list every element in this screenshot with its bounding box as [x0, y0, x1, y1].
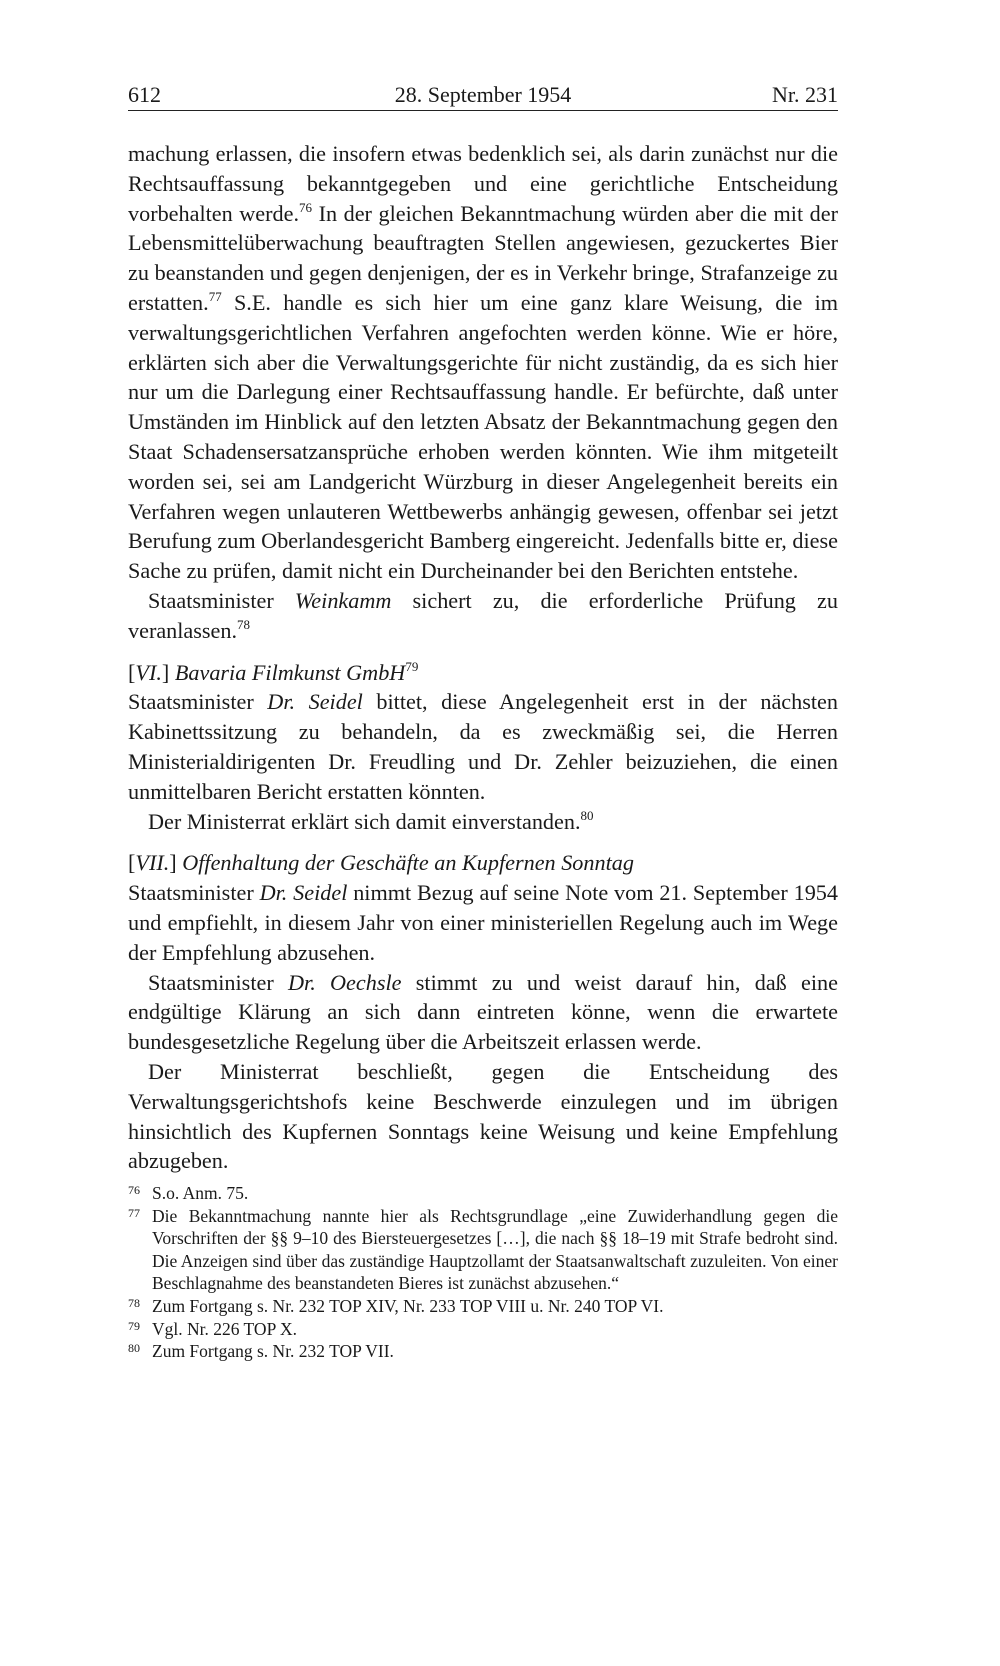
header-rule [128, 110, 838, 111]
footnote-ref[interactable]: 79 [405, 658, 419, 674]
section-title: Bavaria Filmkunst GmbH [174, 659, 406, 685]
footnote: 79 Vgl. Nr. 226 TOP X. [128, 1318, 838, 1341]
person-name: Dr. Seidel [259, 880, 348, 906]
footnote-ref[interactable]: 80 [580, 807, 594, 823]
footnote: 76 S.o. Anm. 75. [128, 1182, 838, 1205]
paragraph: Staatsminister Dr. Seidel bittet, diese Angelegenheit erst in der nächsten Kabinettssitzung zu behandeln, da es zweckmäßig sei, die Herren Ministerialdirigenten Dr. Freudling und Dr. Zehler beizuziehen, die einen unmittelbaren Bericht erstatten könnten. [128, 689, 838, 804]
section-heading-vi: [VI.] Bavaria Filmkunst GmbH$^{79}$ [128, 658, 419, 685]
footnote-number: 80 [128, 1341, 140, 1356]
section-number: VI. [135, 659, 162, 685]
paragraph: Staatsminister Dr. Seidel nimmt Bezug auf seine Note vom 21. September 1954 und empfiehlt, in diesem Jahr von einer ministeriellen Regelung auch im Wege der Empfehlung abzusehen. [128, 880, 838, 965]
footnote: 77 Die Bekanntmachung nannte hier als Rechtsgrundlage „eine Zuwiderhandlung gegen die Vorschriften der §§ 9–10 des Biersteuergesetzes […], die nach §§ 18–19 mit Strafe bedroht sind. Die Anzeigen sind über das zuständige Hauptzollamt der Staatsanwaltschaft zuzuleiten. Von einer Beschlagnahme des beanstandeten Bieres ist zunächst abzusehen.“ [128, 1205, 838, 1295]
footnote-number: 79 [128, 1318, 140, 1333]
running-header [128, 80, 838, 110]
footnote-ref[interactable]: 78 [237, 616, 251, 632]
footnote-ref[interactable]: 77 [208, 288, 222, 304]
footnotes [128, 1182, 838, 1363]
header-date: 28. September 1954 [394, 82, 572, 107]
footnote-ref[interactable]: 76 [299, 199, 313, 215]
paragraph: Staatsminister Dr. Oechsle stimmt zu und weist darauf hin, daß eine endgültige Klärung an sich dann eintreten könne, wenn die erwartete bundesgesetzliche Regelung über die Arbeitszeit erlassen werde. [128, 969, 838, 1055]
footnote-number: 76 [128, 1183, 140, 1197]
person-name: Dr. Seidel [267, 689, 363, 715]
footnote: 80 Zum Fortgang s. Nr. 232 TOP VII. [128, 1340, 838, 1363]
section-heading-vii: [VII.] Offenhaltung der Geschäfte an Kupfernen Sonntag [128, 850, 634, 876]
section-title: Offenhaltung der Geschäfte an Kupfernen Sonntag [182, 850, 634, 876]
page-number: 612 [128, 82, 161, 107]
body-text [128, 139, 838, 1176]
section-number: VII. [135, 850, 170, 876]
document-number: Nr. 231 [772, 82, 838, 107]
person-name: Weinkamm [294, 587, 392, 613]
paragraph: machung erlassen, die insofern etwas bedenklich sei, als darin zunächst nur die Rechtsauffassung bekanntgegeben und eine gerichtliche Entscheidung vorbehalten werde.$^{76}$ In der gleichen Bekanntmachung würden aber die mit der Lebensmittelüberwachung beauftragten Stellen angewiesen, gezuckertes Bier zu beanstanden und gegen denjenigen, der es in Verkehr bringe, Strafanzeige zu erstatten.$^{77}$ S.E. handle es sich hier um eine ganz klare Weisung, die im verwaltungsgerichtlichen Verfahren angefochten werden könne. Wie er höre, erklärten sich aber die Verwaltungsgerichte für nicht zuständig, da es sich hier nur um die Darlegung einer Rechtsauffassung handle. Er befürchte, daß unter Umständen im Hinblick auf den letzten Absatz der Bekanntmachung gegen den Staat Schadensersatzansprüche erhoben werden könnten. Wie ihm mitgeteilt worden sei, sei am Landgericht Würzburg in dieser Angelegenheit bereits ein Verfahren wegen unlauteren Wettbewerbs anhängig gewesen, offenbar sei jetzt Berufung zum Oberlandesgericht Bamberg eingereicht. Jedenfalls bitte er, diese Sache zu prüfen, damit nicht ein Durcheinander bei den Berichten entstehe. [128, 141, 838, 584]
footnote: 78 Zum Fortgang s. Nr. 232 TOP XIV, Nr. 233 TOP VIII u. Nr. 240 TOP VI. [128, 1295, 838, 1318]
paragraph: Staatsminister Weinkamm sichert zu, die erforderliche Prüfung zu veranlassen.$^{78}$ [128, 587, 838, 643]
footnote-number: 78 [128, 1295, 140, 1310]
paragraph: Der Ministerrat erklärt sich damit einverstanden.$^{80}$ [148, 807, 594, 834]
footnote-number: 77 [128, 1205, 140, 1220]
person-name: Dr. Oechsle [288, 969, 402, 995]
paragraph: Der Ministerrat beschließt, gegen die Entscheidung des Verwaltungsgerichtshofs keine Beschwerde einzulegen und im übrigen hinsichtlich des Kupfernen Sonntags keine Weisung und keine Empfehlung abzugeben. [128, 1058, 838, 1174]
